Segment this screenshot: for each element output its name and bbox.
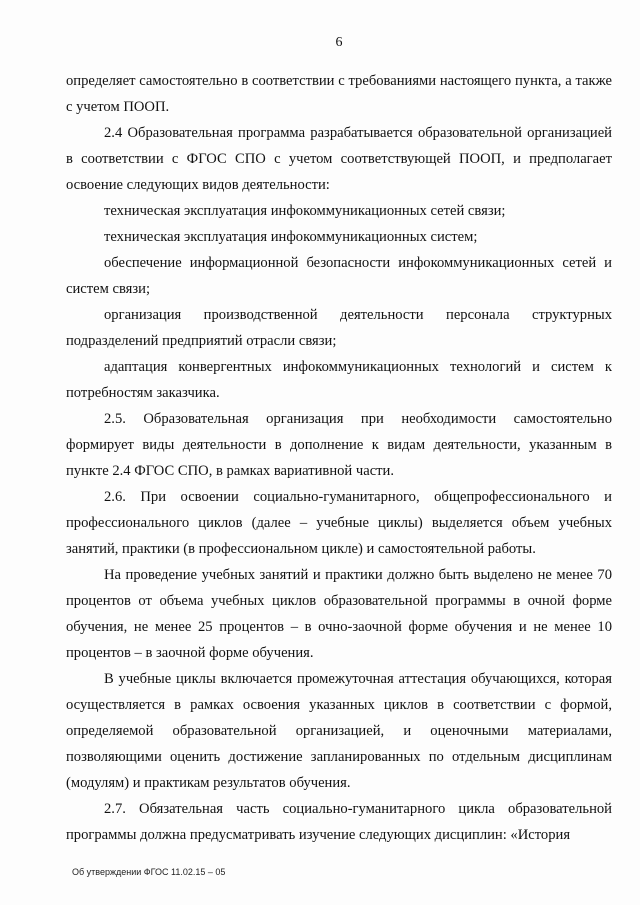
paragraph-attestation: В учебные циклы включается промежуточная аттестация обучающихся, которая осуществляется в рамках освоения указанных циклов в соответствии с формой, определяемой образовательной организацией, и оценочными материалами, позволяющими оценить достижение запланированных по отдельным дисциплинам (модулям) и практикам результатов обучения. bbox=[66, 671, 612, 791]
paragraph-1: определяет самостоятельно в соответствии с требованиями настоящего пункта, а также с учетом ПООП. bbox=[66, 73, 612, 115]
list-item-activity-2: техническая эксплуатация инфокоммуникационных систем; bbox=[104, 229, 478, 245]
footer-note: Об утверждении ФГОС 11.02.15 – 05 bbox=[72, 867, 226, 877]
list-item-activity-5: адаптация конвергентных инфокоммуникационных технологий и систем к потребностям заказчика. bbox=[66, 359, 612, 401]
paragraph-2-6: 2.6. При освоении социально-гуманитарного, общепрофессионального и профессионального циклов (далее – учебные циклы) выделяется объем учебных занятий, практики (в профессиональном цикле) и самостоятельной работы. bbox=[66, 489, 612, 557]
paragraph-2-5: 2.5. Образовательная организация при необходимости самостоятельно формирует виды деятельности в дополнение к видам деятельности, указанным в пункте 2.4 ФГОС СПО, в рамках вариативной части. bbox=[66, 411, 612, 479]
list-item-activity-4: организация производственной деятельности персонала структурных подразделений предприятий отрасли связи; bbox=[66, 307, 612, 349]
paragraph-2-7: 2.7. Обязательная часть социально-гуманитарного цикла образовательной программы должна предусматривать изучение следующих дисциплин: «История bbox=[66, 801, 612, 843]
page-number: 6 bbox=[335, 35, 343, 50]
paragraph-study-volume: На проведение учебных занятий и практики должно быть выделено не менее 70 процентов от объема учебных циклов образовательной программы в очной форме обучения, не менее 25 процентов – в очно-заочной форме обучения и не менее 10 процентов – в заочной форме обучения. bbox=[66, 567, 612, 661]
list-item-activity-1: техническая эксплуатация инфокоммуникационных сетей связи; bbox=[104, 203, 506, 219]
paragraph-2-4: 2.4 Образовательная программа разрабатывается образовательной организацией в соответствии с ФГОС СПО с учетом соответствующей ПООП, и предполагает освоение следующих видов деятельности: bbox=[66, 125, 612, 193]
list-item-activity-3: обеспечение информационной безопасности инфокоммуникационных сетей и систем связи; bbox=[66, 255, 612, 297]
